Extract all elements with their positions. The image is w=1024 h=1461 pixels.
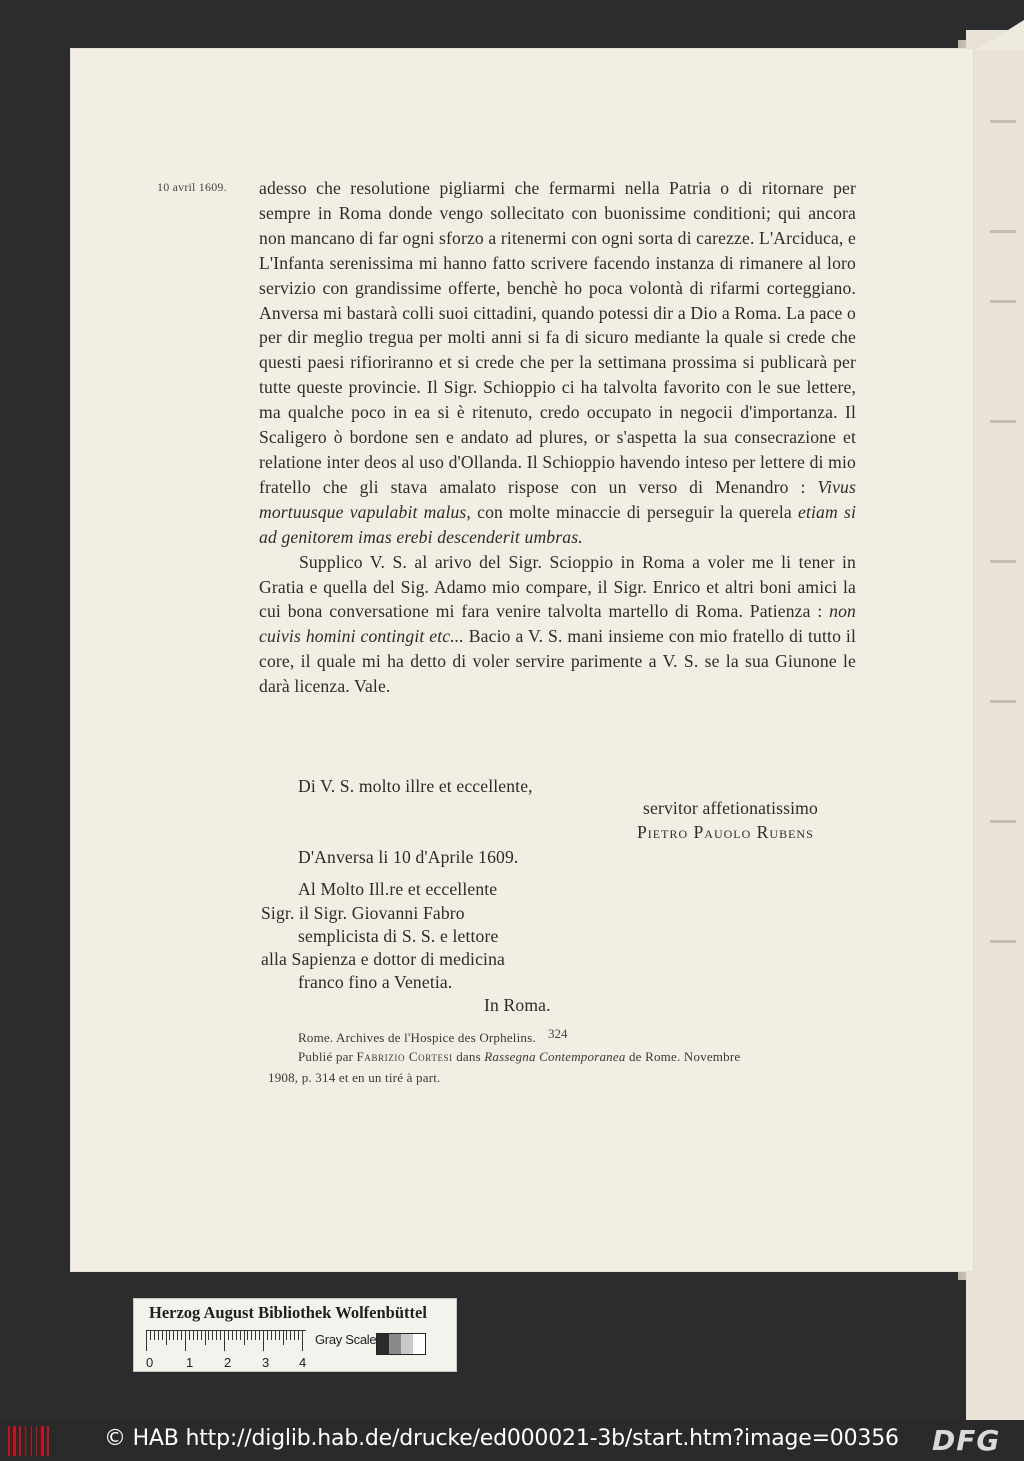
ruler-tick [298, 1331, 299, 1340]
gray-swatch [401, 1334, 413, 1354]
ruler-tick [236, 1331, 237, 1340]
ruler-tick [302, 1331, 303, 1351]
ruler-tick [185, 1331, 186, 1351]
italic-quote: non cuivis homini contingit etc... [259, 601, 856, 647]
closing-line: Di V. S. molto illre et eccellente, [298, 776, 533, 796]
ruler-tick [166, 1331, 167, 1345]
ruler-tick [220, 1331, 221, 1340]
ruler-tick [224, 1331, 225, 1351]
note-author: Fabrizio Cortesi [356, 1049, 453, 1064]
footnote-archive: Rome. Archives de l'Hospice des Orphelins. [298, 1030, 536, 1045]
ruler-tick [181, 1331, 182, 1340]
ruler-tick [259, 1331, 260, 1340]
ruler-tick [279, 1331, 280, 1340]
barcode-stripe [13, 1426, 16, 1456]
barcode-stripe [8, 1426, 10, 1456]
note-journal: Rassegna Contemporanea [484, 1049, 626, 1064]
footnote-citation: 1908, p. 314 et en un tiré à part. [268, 1070, 441, 1085]
italic-quote: Vivus mortuusque vapulabit malus, [259, 476, 856, 522]
signature-name: Pietro Pauolo Rubens [637, 822, 814, 842]
ruler-tick [271, 1331, 272, 1340]
hab-barcode-logo [8, 1426, 48, 1456]
ruler-tick [244, 1331, 245, 1345]
ruler-tick [154, 1331, 155, 1340]
ruler-tick [263, 1331, 264, 1351]
copyright-link[interactable]: © HAB http://diglib.hab.de/drucke/ed000021-3b/start.htm?image=00356 [104, 1426, 899, 1451]
address-line-2: Sigr. il Sigr. Giovanni Fabro [261, 903, 465, 923]
address-line-5: franco fino a Venetia. [298, 972, 453, 992]
barcode-stripe [41, 1426, 44, 1456]
ruler-number: 2 [224, 1355, 232, 1370]
address-line-1: Al Molto Ill.re et eccellente [298, 879, 498, 899]
paragraph-1 [259, 176, 856, 550]
ruler-tick [232, 1331, 233, 1340]
ruler-tick [201, 1331, 202, 1340]
ruler-tick [212, 1331, 213, 1340]
ruler-tick [193, 1331, 194, 1340]
ruler-tick [146, 1331, 147, 1351]
ruler-tick [216, 1331, 217, 1340]
address-line-4: alla Sapienza e dottor di medicina [261, 949, 505, 969]
next-page-edge [966, 30, 1024, 1420]
ruler-tick [240, 1331, 241, 1340]
dateline: D'Anversa li 10 d'Aprile 1609. [298, 847, 519, 867]
barcode-stripe [19, 1426, 21, 1456]
ruler-number: 4 [299, 1355, 307, 1370]
ruler-tick [177, 1331, 178, 1340]
ruler-tick [255, 1331, 256, 1340]
ruler-tick [228, 1331, 229, 1340]
ruler-tick [173, 1331, 174, 1340]
scale-ruler [146, 1330, 306, 1352]
ruler-tick [158, 1331, 159, 1340]
dfg-logo: DFG [932, 1424, 1001, 1457]
ruler-tick [286, 1331, 287, 1340]
note-text: Publié par [298, 1049, 357, 1064]
body-text: Supplico V. S. al arivo del Sigr. Scioppio in Roma a voler me li tener in Gratia e quella del Sig. Adamo mio compare, il Sigr. Enrico et altri boni amici la cui bona conversatione mi fara venire talvolta martello di Roma. Patienza : [259, 551, 856, 622]
note-text: dans [452, 1049, 485, 1064]
ruler-tick [267, 1331, 268, 1340]
page-number: 324 [548, 1026, 568, 1041]
ruler-tick [197, 1331, 198, 1340]
gray-swatch [413, 1334, 425, 1354]
ruler-number: 0 [146, 1355, 154, 1370]
body-text: Bacio a V. S. mani insieme con mio fratello di tutto il core, il quale mi ha detto di voler servire parimente a V. S. se la sua Giunone le darà licenza. Vale. [259, 626, 856, 697]
ruler-tick [275, 1331, 276, 1340]
paragraph-2 [259, 550, 856, 699]
ruler-tick [208, 1331, 209, 1340]
ruler-tick [162, 1331, 163, 1340]
ruler-tick [294, 1331, 295, 1340]
library-title: Herzog August Bibliothek Wolfenbüttel [149, 1303, 427, 1322]
letter-body [259, 176, 856, 699]
ruler-number: 1 [186, 1355, 194, 1370]
ruler-tick [205, 1331, 206, 1345]
ruler-tick [169, 1331, 170, 1340]
gray-scale-label: Gray Scale [315, 1332, 377, 1347]
ruler-number: 3 [262, 1355, 270, 1370]
gray-swatch [389, 1334, 401, 1354]
ruler-tick [290, 1331, 291, 1340]
ruler-tick [247, 1331, 248, 1340]
barcode-stripe [47, 1426, 49, 1456]
ruler-tick [251, 1331, 252, 1340]
body-text: adesso che resolutione pigliarmi che fermarmi nella Patria o di ritornare per sempre in Roma donde vengo sollecitato con buonissime conditioni; qui ancora non mancano di far ogni sforzo a ritenermi con ogni sorta di carezze. L'Arciduca, e L'Infanta serenissima mi hanno fatto scrivere facendo instanza di rimanere al loro servizio con grandissime offerte, benchè ho poca volontà di rifarmi corteggiano. Anversa mi bastarà colli suoi cittadini, quando potessi dir a Dio a Roma. La pace o per dir meglio tregua per molti anni si fa di sicuro mediante la quale si crede che questi paesi rifioriranno et si crede che per la settimana prossima si publicarà per tutte queste provincie. Il Sigr. Schioppio ci ha talvolta favorito con le sue lettere, ma qualche poco in ea si è ritenuto, credo occupato in negocii d'importanza. Il Scaligero ò bordone sen e andato ad plures, or s'aspetta la sua consecrazione et relatione inter deos al uso d'Ollanda. Il Schioppio havendo inteso per lettere di mio fratello che gli stava amalato rispose con un verso di Menandro : [259, 178, 856, 497]
barcode-stripe [31, 1426, 32, 1456]
footnote-publication [298, 1049, 740, 1065]
ruler-tick [150, 1331, 151, 1340]
next-page-fold [976, 20, 1024, 50]
gray-swatch [377, 1334, 389, 1354]
address-line-6: In Roma. [484, 995, 551, 1015]
ruler-tick [189, 1331, 190, 1340]
barcode-stripe [25, 1426, 26, 1456]
gray-scale-swatch [376, 1333, 426, 1355]
signature-line: servitor affetionatissimo [643, 798, 818, 818]
body-text: con molte minaccie di perseguir la querela [470, 501, 798, 522]
ruler-tick [283, 1331, 284, 1345]
margin-date: 10 avril 1609. [157, 180, 227, 194]
address-line-3: semplicista di S. S. e lettore [298, 926, 499, 946]
italic-quote: etiam si ad genitorem imas erebi descenderit umbras. [259, 501, 856, 547]
barcode-stripe [36, 1426, 37, 1456]
note-text: de Rome. Novembre [625, 1049, 741, 1064]
